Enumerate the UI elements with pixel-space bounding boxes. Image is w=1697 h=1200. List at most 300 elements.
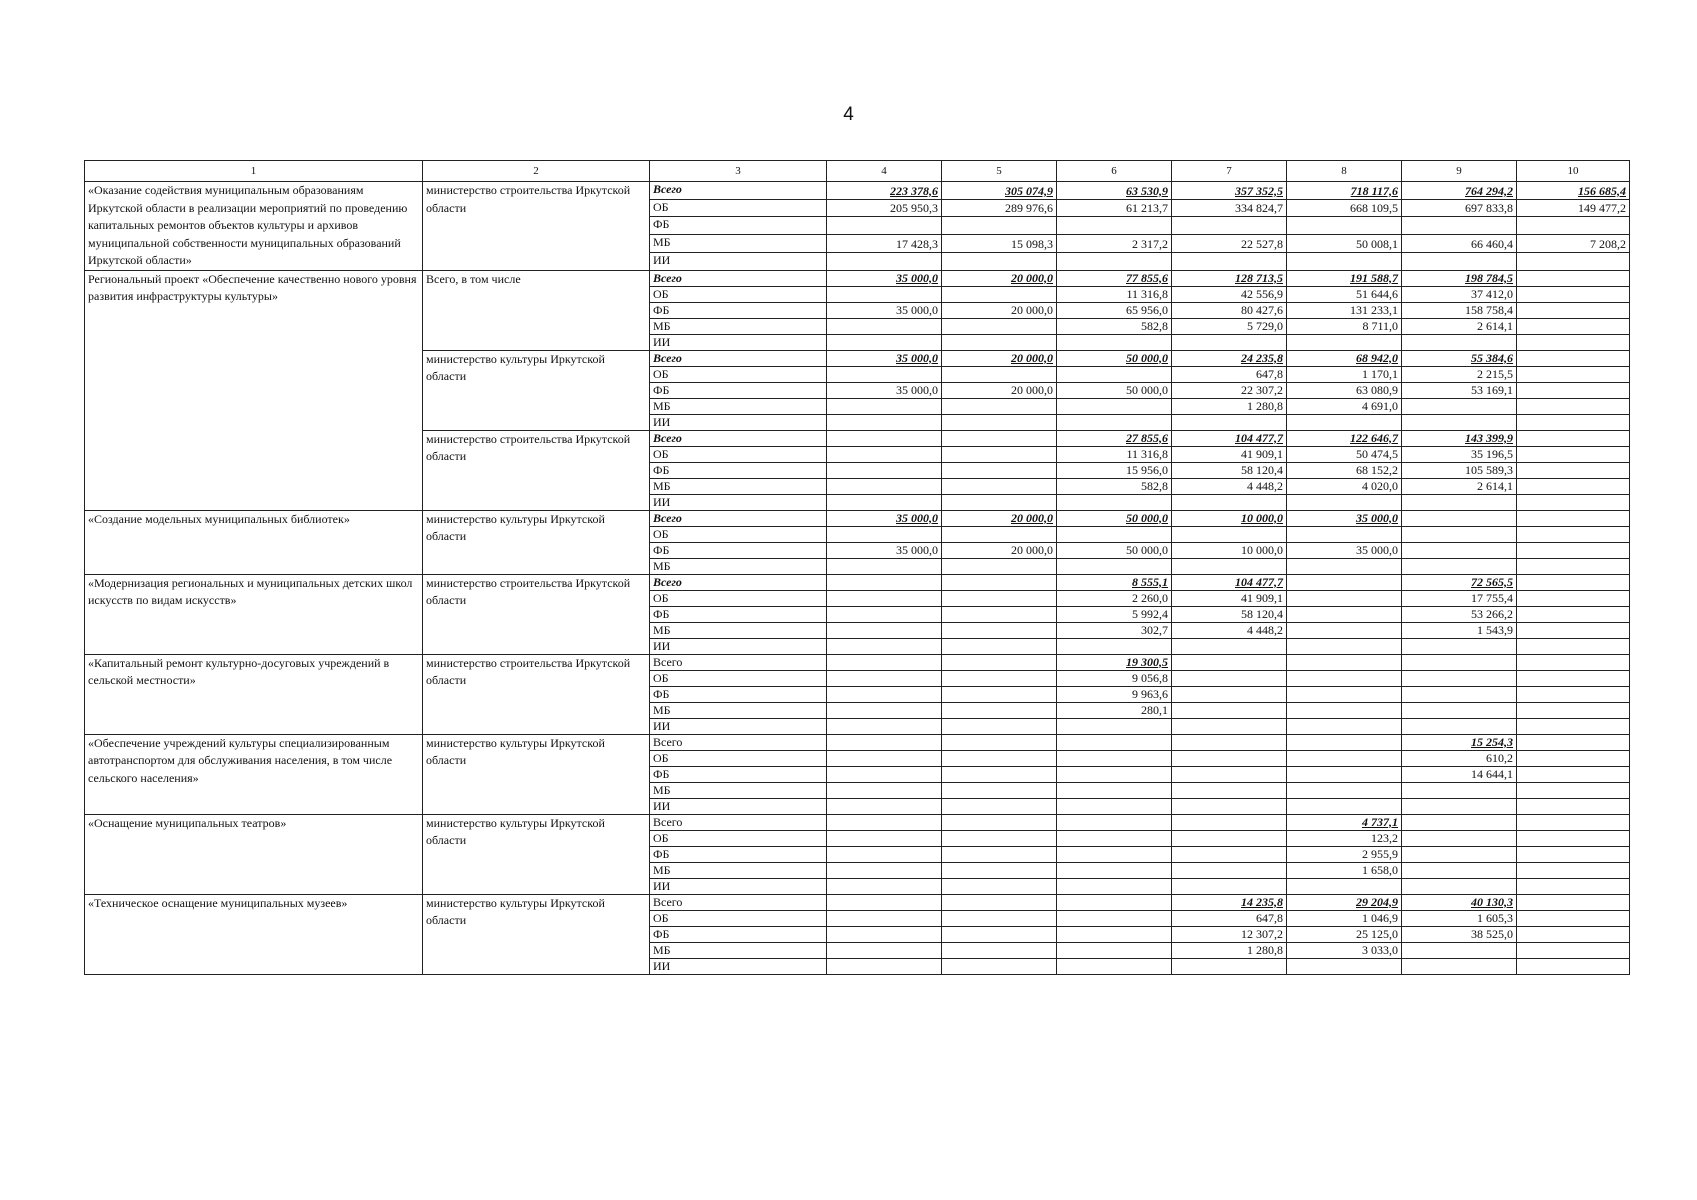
amount-cell [1287, 558, 1402, 574]
amount-cell [1057, 766, 1172, 782]
amount-cell [1517, 670, 1630, 686]
amount-cell [1402, 718, 1517, 734]
amount-cell [1517, 686, 1630, 702]
amount-cell: 35 000,0 [827, 270, 942, 286]
amount-cell: 35 000,0 [827, 510, 942, 526]
amount-cell [942, 446, 1057, 462]
amount-cell [1517, 910, 1630, 926]
amount-cell [942, 718, 1057, 734]
amount-cell [1517, 318, 1630, 334]
amount-cell [827, 958, 942, 974]
amount-cell [1287, 590, 1402, 606]
amount-cell: 50 008,1 [1287, 235, 1402, 253]
measure-name: «Техническое оснащение муниципальных музеев» [85, 894, 423, 974]
amount-cell [942, 782, 1057, 798]
funding-source: Всего [650, 814, 827, 830]
amount-cell [1517, 798, 1630, 814]
amount-cell [1402, 398, 1517, 414]
amount-cell: 191 588,7 [1287, 270, 1402, 286]
amount-cell [942, 830, 1057, 846]
column-header: 9 [1402, 161, 1517, 182]
executor-name: министерство строительства Иркутской области [423, 182, 650, 271]
amount-cell [827, 782, 942, 798]
amount-cell: 40 130,3 [1402, 894, 1517, 910]
amount-cell [942, 910, 1057, 926]
amount-cell: 2 260,0 [1057, 590, 1172, 606]
amount-cell [1287, 702, 1402, 718]
table-row [85, 814, 1630, 830]
amount-cell: 2 614,1 [1402, 478, 1517, 494]
amount-cell [1402, 670, 1517, 686]
amount-cell: 9 056,8 [1057, 670, 1172, 686]
amount-cell: 42 556,9 [1172, 286, 1287, 302]
amount-cell: 2 955,9 [1287, 846, 1402, 862]
amount-cell [827, 878, 942, 894]
amount-cell [1402, 830, 1517, 846]
amount-cell [827, 862, 942, 878]
amount-cell [942, 414, 1057, 430]
amount-cell [942, 654, 1057, 670]
amount-cell: 55 384,6 [1402, 350, 1517, 366]
amount-cell [1517, 382, 1630, 398]
amount-cell [1172, 414, 1287, 430]
amount-cell: 72 565,5 [1402, 574, 1517, 590]
executor-name: министерство строительства Иркутской области [423, 574, 650, 654]
amount-cell [942, 430, 1057, 446]
amount-cell: 41 909,1 [1172, 590, 1287, 606]
amount-cell [1402, 702, 1517, 718]
amount-cell [1057, 718, 1172, 734]
amount-cell [1172, 558, 1287, 574]
amount-cell [942, 846, 1057, 862]
executor-name: министерство строительства Иркутской области [423, 430, 650, 510]
amount-cell [1057, 782, 1172, 798]
amount-cell [1057, 862, 1172, 878]
amount-cell [1517, 766, 1630, 782]
amount-cell [1287, 334, 1402, 350]
amount-cell: 35 196,5 [1402, 446, 1517, 462]
executor-name: министерство культуры Иркутской области [423, 894, 650, 974]
amount-cell: 1 605,3 [1402, 910, 1517, 926]
amount-cell [1172, 252, 1287, 270]
amount-cell: 156 685,4 [1517, 182, 1630, 200]
amount-cell: 4 448,2 [1172, 478, 1287, 494]
table-row [85, 182, 1630, 200]
amount-cell [942, 318, 1057, 334]
amount-cell [1057, 942, 1172, 958]
amount-cell [1287, 670, 1402, 686]
funding-source: ФБ [650, 926, 827, 942]
amount-cell [1402, 798, 1517, 814]
funding-source: ФБ [650, 302, 827, 318]
amount-cell [942, 334, 1057, 350]
amount-cell: 334 824,7 [1172, 199, 1287, 217]
amount-cell [1287, 606, 1402, 622]
funding-source: МБ [650, 318, 827, 334]
amount-cell [1517, 590, 1630, 606]
amount-cell: 302,7 [1057, 622, 1172, 638]
funding-source: ФБ [650, 462, 827, 478]
executor-name: министерство культуры Иркутской области [423, 350, 650, 430]
amount-cell: 35 000,0 [827, 542, 942, 558]
funding-source: ИИ [650, 334, 827, 350]
funding-source: ИИ [650, 958, 827, 974]
amount-cell [1287, 686, 1402, 702]
table-row [85, 734, 1630, 750]
amount-cell [827, 462, 942, 478]
amount-cell [1517, 734, 1630, 750]
amount-cell [827, 478, 942, 494]
funding-source: ОБ [650, 446, 827, 462]
amount-cell [1402, 782, 1517, 798]
amount-cell [1057, 830, 1172, 846]
funding-source: МБ [650, 862, 827, 878]
amount-cell [827, 654, 942, 670]
amount-cell [827, 286, 942, 302]
funding-source: ФБ [650, 766, 827, 782]
amount-cell [1287, 494, 1402, 510]
funding-source: ИИ [650, 878, 827, 894]
amount-cell [1402, 494, 1517, 510]
funding-source: ФБ [650, 217, 827, 235]
amount-cell [1057, 526, 1172, 542]
amount-cell [827, 798, 942, 814]
funding-source: Всего [650, 510, 827, 526]
amount-cell: 58 120,4 [1172, 462, 1287, 478]
amount-cell: 7 208,2 [1517, 235, 1630, 253]
amount-cell [1057, 334, 1172, 350]
amount-cell [942, 750, 1057, 766]
amount-cell [827, 526, 942, 542]
funding-source: ОБ [650, 590, 827, 606]
amount-cell: 58 120,4 [1172, 606, 1287, 622]
amount-cell: 9 963,6 [1057, 686, 1172, 702]
amount-cell: 35 000,0 [827, 382, 942, 398]
amount-cell [1517, 782, 1630, 798]
amount-cell: 35 000,0 [1287, 510, 1402, 526]
funding-source: МБ [650, 622, 827, 638]
amount-cell: 22 307,2 [1172, 382, 1287, 398]
column-header: 2 [423, 161, 650, 182]
amount-cell [942, 686, 1057, 702]
amount-cell: 11 316,8 [1057, 286, 1172, 302]
amount-cell [1402, 414, 1517, 430]
amount-cell [1172, 734, 1287, 750]
amount-cell [1057, 494, 1172, 510]
amount-cell [1172, 526, 1287, 542]
funding-source: МБ [650, 478, 827, 494]
amount-cell: 2 215,5 [1402, 366, 1517, 382]
budget-table [84, 160, 1630, 975]
amount-cell: 27 855,6 [1057, 430, 1172, 446]
amount-cell [1287, 574, 1402, 590]
amount-cell [1057, 366, 1172, 382]
amount-cell [827, 398, 942, 414]
amount-cell [1517, 926, 1630, 942]
amount-cell [1517, 558, 1630, 574]
amount-cell: 50 000,0 [1057, 510, 1172, 526]
amount-cell: 1 543,9 [1402, 622, 1517, 638]
amount-cell: 15 098,3 [942, 235, 1057, 253]
amount-cell [1517, 252, 1630, 270]
funding-source: ОБ [650, 199, 827, 217]
amount-cell [827, 622, 942, 638]
amount-cell: 35 000,0 [1287, 542, 1402, 558]
amount-cell [942, 670, 1057, 686]
funding-source: ОБ [650, 830, 827, 846]
amount-cell [1402, 638, 1517, 654]
amount-cell [1517, 814, 1630, 830]
funding-source: МБ [650, 702, 827, 718]
measure-name: Региональный проект «Обеспечение качественно нового уровня развития инфраструктуры культуры» [85, 270, 423, 510]
amount-cell [827, 910, 942, 926]
amount-cell: 14 235,8 [1172, 894, 1287, 910]
amount-cell [827, 414, 942, 430]
amount-cell: 1 046,9 [1287, 910, 1402, 926]
amount-cell [942, 862, 1057, 878]
amount-cell [827, 830, 942, 846]
amount-cell [942, 217, 1057, 235]
amount-cell [1517, 718, 1630, 734]
amount-cell: 20 000,0 [942, 302, 1057, 318]
amount-cell [942, 526, 1057, 542]
amount-cell [1287, 654, 1402, 670]
amount-cell [942, 766, 1057, 782]
funding-source: ИИ [650, 798, 827, 814]
amount-cell [827, 217, 942, 235]
amount-cell [1172, 702, 1287, 718]
amount-cell: 5 729,0 [1172, 318, 1287, 334]
amount-cell: 50 000,0 [1057, 350, 1172, 366]
amount-cell [1287, 958, 1402, 974]
column-header: 8 [1287, 161, 1402, 182]
amount-cell: 4 020,0 [1287, 478, 1402, 494]
funding-source: ФБ [650, 606, 827, 622]
funding-source: ФБ [650, 542, 827, 558]
amount-cell: 65 956,0 [1057, 302, 1172, 318]
amount-cell [1172, 958, 1287, 974]
amount-cell [1057, 878, 1172, 894]
amount-cell [1287, 878, 1402, 894]
amount-cell [1517, 462, 1630, 478]
amount-cell: 63 530,9 [1057, 182, 1172, 200]
amount-cell [827, 558, 942, 574]
amount-cell [942, 574, 1057, 590]
amount-cell [1287, 252, 1402, 270]
funding-source: ОБ [650, 670, 827, 686]
amount-cell: 68 942,0 [1287, 350, 1402, 366]
amount-cell: 20 000,0 [942, 382, 1057, 398]
amount-cell [827, 318, 942, 334]
amount-cell: 15 956,0 [1057, 462, 1172, 478]
amount-cell [1517, 702, 1630, 718]
amount-cell: 80 427,6 [1172, 302, 1287, 318]
amount-cell [942, 286, 1057, 302]
amount-cell [1517, 217, 1630, 235]
amount-cell [1287, 782, 1402, 798]
funding-source: Всего [650, 350, 827, 366]
amount-cell: 582,8 [1057, 318, 1172, 334]
amount-cell: 305 074,9 [942, 182, 1057, 200]
amount-cell [1287, 718, 1402, 734]
amount-cell [1172, 494, 1287, 510]
funding-source: МБ [650, 235, 827, 253]
table-header-row [85, 161, 1630, 182]
amount-cell: 4 691,0 [1287, 398, 1402, 414]
amount-cell [1402, 542, 1517, 558]
amount-cell: 4 448,2 [1172, 622, 1287, 638]
funding-source: МБ [650, 782, 827, 798]
amount-cell: 38 525,0 [1402, 926, 1517, 942]
amount-cell [1287, 414, 1402, 430]
amount-cell: 104 477,7 [1172, 430, 1287, 446]
amount-cell [942, 894, 1057, 910]
amount-cell [1172, 830, 1287, 846]
amount-cell [1517, 430, 1630, 446]
amount-cell [1287, 526, 1402, 542]
amount-cell [942, 558, 1057, 574]
amount-cell: 8 555,1 [1057, 574, 1172, 590]
amount-cell: 17 755,4 [1402, 590, 1517, 606]
funding-source: Всего [650, 574, 827, 590]
amount-cell [827, 334, 942, 350]
amount-cell [1172, 334, 1287, 350]
amount-cell [1402, 846, 1517, 862]
funding-source: ИИ [650, 252, 827, 270]
amount-cell: 50 474,5 [1287, 446, 1402, 462]
amount-cell [1287, 798, 1402, 814]
amount-cell [1517, 414, 1630, 430]
amount-cell [1517, 846, 1630, 862]
amount-cell [827, 718, 942, 734]
amount-cell [942, 366, 1057, 382]
amount-cell: 17 428,3 [827, 235, 942, 253]
amount-cell [827, 926, 942, 942]
funding-source: ОБ [650, 366, 827, 382]
amount-cell [1517, 830, 1630, 846]
amount-cell: 280,1 [1057, 702, 1172, 718]
amount-cell [1057, 894, 1172, 910]
amount-cell: 131 233,1 [1287, 302, 1402, 318]
amount-cell [827, 734, 942, 750]
amount-cell [1287, 766, 1402, 782]
amount-cell [1517, 862, 1630, 878]
amount-cell [1057, 798, 1172, 814]
amount-cell [942, 252, 1057, 270]
amount-cell [1517, 446, 1630, 462]
amount-cell [1172, 670, 1287, 686]
amount-cell: 1 280,8 [1172, 942, 1287, 958]
amount-cell: 123,2 [1287, 830, 1402, 846]
amount-cell: 53 169,1 [1402, 382, 1517, 398]
amount-cell [1287, 638, 1402, 654]
measure-name: «Обеспечение учреждений культуры специализированным автотранспортом для обслуживания населения, в том числе сельского населения» [85, 734, 423, 814]
amount-cell [1517, 542, 1630, 558]
amount-cell [827, 590, 942, 606]
amount-cell [1517, 942, 1630, 958]
funding-source: ОБ [650, 750, 827, 766]
column-header: 5 [942, 161, 1057, 182]
amount-cell [1172, 782, 1287, 798]
funding-source: ОБ [650, 526, 827, 542]
amount-cell [942, 702, 1057, 718]
amount-cell [1057, 750, 1172, 766]
amount-cell [1402, 334, 1517, 350]
amount-cell: 25 125,0 [1287, 926, 1402, 942]
amount-cell: 15 254,3 [1402, 734, 1517, 750]
amount-cell [1402, 686, 1517, 702]
amount-cell [827, 702, 942, 718]
amount-cell: 158 758,4 [1402, 302, 1517, 318]
amount-cell [1172, 718, 1287, 734]
amount-cell: 610,2 [1402, 750, 1517, 766]
amount-cell [1402, 654, 1517, 670]
funding-source: МБ [650, 558, 827, 574]
amount-cell: 68 152,2 [1287, 462, 1402, 478]
amount-cell [1172, 846, 1287, 862]
amount-cell [1517, 574, 1630, 590]
amount-cell: 50 000,0 [1057, 542, 1172, 558]
funding-source: МБ [650, 398, 827, 414]
amount-cell: 61 213,7 [1057, 199, 1172, 217]
amount-cell [827, 846, 942, 862]
table-row [85, 654, 1630, 670]
column-header: 4 [827, 161, 942, 182]
executor-name: Всего, в том числе [423, 270, 650, 350]
amount-cell: 764 294,2 [1402, 182, 1517, 200]
amount-cell [1057, 926, 1172, 942]
funding-source: ОБ [650, 286, 827, 302]
amount-cell: 3 033,0 [1287, 942, 1402, 958]
amount-cell [1517, 350, 1630, 366]
amount-cell [1172, 814, 1287, 830]
amount-cell: 1 658,0 [1287, 862, 1402, 878]
amount-cell [1517, 958, 1630, 974]
amount-cell: 41 909,1 [1172, 446, 1287, 462]
measure-name: «Оснащение муниципальных театров» [85, 814, 423, 894]
table-row [85, 510, 1630, 526]
amount-cell [1402, 814, 1517, 830]
amount-cell: 104 477,7 [1172, 574, 1287, 590]
amount-cell [1517, 478, 1630, 494]
amount-cell: 4 737,1 [1287, 814, 1402, 830]
amount-cell: 66 460,4 [1402, 235, 1517, 253]
amount-cell [827, 366, 942, 382]
amount-cell [1057, 958, 1172, 974]
amount-cell [1057, 558, 1172, 574]
amount-cell: 198 784,5 [1402, 270, 1517, 286]
amount-cell: 205 950,3 [827, 199, 942, 217]
amount-cell [1402, 217, 1517, 235]
amount-cell [1057, 398, 1172, 414]
amount-cell: 8 711,0 [1287, 318, 1402, 334]
amount-cell: 122 646,7 [1287, 430, 1402, 446]
funding-source: Всего [650, 430, 827, 446]
amount-cell [1517, 622, 1630, 638]
amount-cell [942, 942, 1057, 958]
amount-cell [1057, 252, 1172, 270]
amount-cell [942, 494, 1057, 510]
amount-cell: 29 204,9 [1287, 894, 1402, 910]
amount-cell: 20 000,0 [942, 270, 1057, 286]
amount-cell [942, 606, 1057, 622]
amount-cell: 53 266,2 [1402, 606, 1517, 622]
amount-cell: 10 000,0 [1172, 510, 1287, 526]
amount-cell [942, 734, 1057, 750]
amount-cell [827, 814, 942, 830]
funding-source: ИИ [650, 494, 827, 510]
amount-cell: 14 644,1 [1402, 766, 1517, 782]
